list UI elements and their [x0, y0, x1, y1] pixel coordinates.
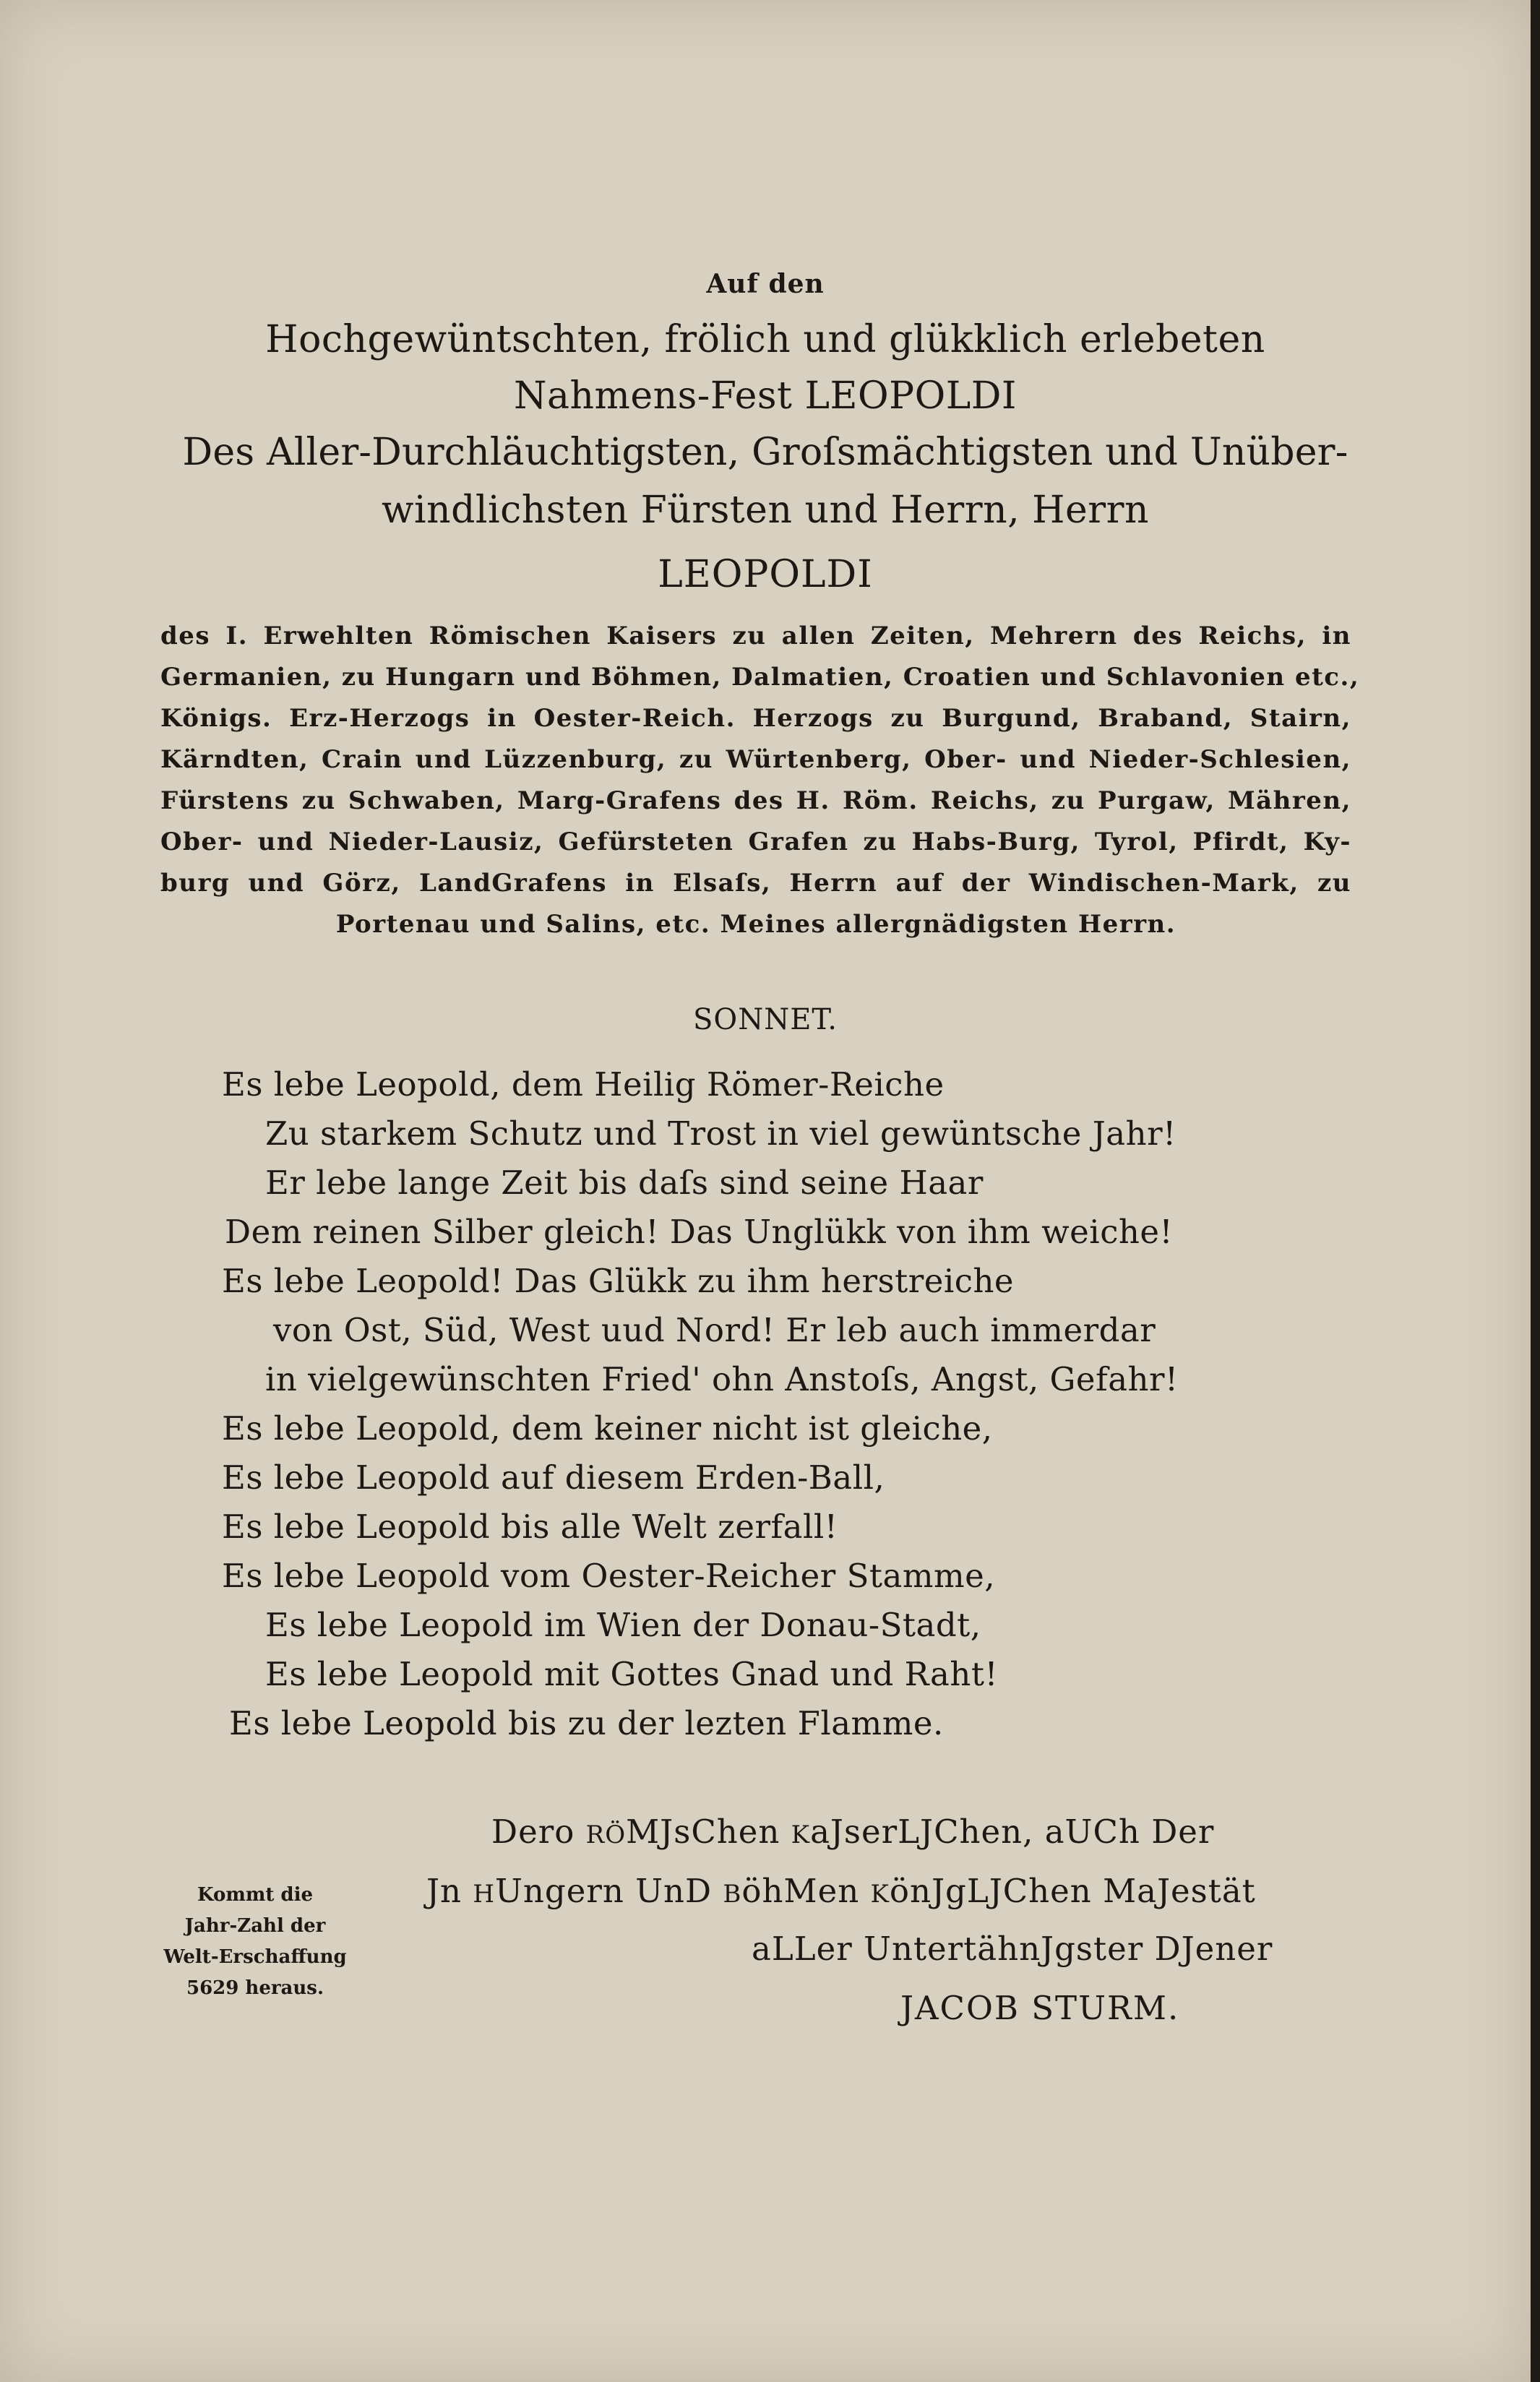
sonnet-line-5: Es lebe Leopold! Das Glükk zu ihm herstreiche: [222, 1262, 1015, 1300]
sonnet-line-12: Es lebe Leopold im Wien der Donau-Stadt,: [265, 1606, 981, 1644]
signature-line-2-c: Ungern UnD: [494, 1872, 723, 1910]
sonnet-heading: SONNET.: [693, 1003, 838, 1036]
signature-line-2-a: Jn: [426, 1872, 473, 1910]
sonnet-line-10: Es lebe Leopold bis alle Welt zerfall!: [222, 1508, 838, 1546]
signature-line-1-d: K: [791, 1820, 811, 1849]
titles-line-2: Germanien, zu Hungarn und Böhmen, Dalmatien, Croatien und Schlavonien etc.,: [160, 663, 1360, 692]
sonnet-line-11: Es lebe Leopold vom Oester-Reicher Stamme,: [222, 1557, 996, 1595]
titles-line-7: burg und Görz, LandGrafens in Elsaſs, Herrn auf der Windischen-Mark, zu: [160, 869, 1351, 898]
signature-line-1-e: aJserLJChen, aUCh Der: [810, 1813, 1215, 1851]
header-line-1: Auf den: [706, 269, 825, 299]
sonnet-line-13: Es lebe Leopold mit Gottes Gnad und Raht!: [265, 1655, 999, 1693]
sonnet-line-8: Es lebe Leopold, dem keiner nicht ist gleiche,: [222, 1409, 993, 1448]
signature-line-2: [426, 1872, 1256, 1910]
header-line-3: Nahmens-Fest LEOPOLDI: [514, 374, 1017, 418]
signature-line-1-c: MJsChen: [626, 1813, 791, 1851]
titles-line-4: Kärndten, Crain und Lüzzenburg, zu Würtenberg, Ober- und Nieder-Schlesien,: [160, 745, 1351, 774]
titles-line-1: des I. Erwehlten Römischen Kaisers zu allen Zeiten, Mehrern des Reichs, in: [160, 622, 1351, 650]
sonnet-line-3: Er lebe lange Zeit bis daſs sind seine Haar: [265, 1164, 984, 1202]
signature-line-2-g: önJgLJChen MaJestät: [889, 1872, 1256, 1910]
sonnet-line-1: Es lebe Leopold, dem Heilig Römer-Reiche: [222, 1065, 945, 1104]
margin-note-line-3: Welt-Erschaffung: [163, 1946, 347, 1968]
titles-line-3: Königs. Erz-Herzogs in Oester-Reich. Herzogs zu Burgund, Braband, Stairn,: [160, 704, 1351, 733]
signature-line-3: aLLer UntertähnJgster DJener: [752, 1930, 1273, 1968]
header-line-5: windlichsten Fürsten und Herrn, Herrn: [382, 489, 1149, 532]
signature-name: JACOB STURM.: [900, 1989, 1180, 2027]
signature-line-1-b: RÖ: [585, 1820, 627, 1849]
titles-line-8: Portenau und Salins, etc. Meines allergnädigsten Herrn.: [335, 910, 1176, 939]
titles-line-6: Ober- und Nieder-Lausiz, Gefürsteten Grafen zu Habs-Burg, Tyrol, Pfirdt, Ky-: [160, 827, 1351, 856]
sonnet-line-6: von Ost, Süd, West uud Nord! Er leb auch immerdar: [273, 1311, 1156, 1349]
signature-line-2-e: öhMen: [741, 1872, 871, 1910]
sonnet-line-2: Zu starkem Schutz und Trost in viel gewüntsche Jahr!: [265, 1114, 1176, 1153]
header-line-6: LEOPOLDI: [658, 553, 873, 596]
margin-note-line-2: Jahr-Zahl der: [184, 1915, 326, 1937]
sonnet-line-7: in vielgewünschten Fried' ohn Anstoſs, Angst, Gefahr!: [265, 1360, 1179, 1398]
signature-line-1: [491, 1813, 1214, 1851]
titles-line-5: Fürstens zu Schwaben, Marg-Grafens des H. Röm. Reichs, zu Purgaw, Mähren,: [160, 786, 1351, 815]
signature-line-2-f: K: [870, 1880, 890, 1909]
signature-line-2-d: B: [723, 1880, 742, 1909]
margin-note-line-1: Kommt die: [197, 1884, 314, 1906]
margin-note-line-4: 5629 heraus.: [186, 1977, 324, 1999]
sonnet-line-9: Es lebe Leopold auf diesem Erden-Ball,: [222, 1458, 885, 1497]
sonnet-line-14: Es lebe Leopold bis zu der lezten Flamme.: [229, 1704, 944, 1742]
header-line-2: Hochgewüntschten, frölich und glükklich erlebeten: [265, 318, 1265, 361]
signature-line-2-b: H: [473, 1880, 495, 1909]
signature-line-1-a: Dero: [491, 1813, 586, 1851]
sonnet-line-4: Dem reinen Silber gleich! Das Unglükk von ihm weiche!: [225, 1213, 1174, 1251]
header-line-4: Des Aller-Durchläuchtigsten, Groſsmächtigsten und Unüber-: [182, 431, 1348, 474]
